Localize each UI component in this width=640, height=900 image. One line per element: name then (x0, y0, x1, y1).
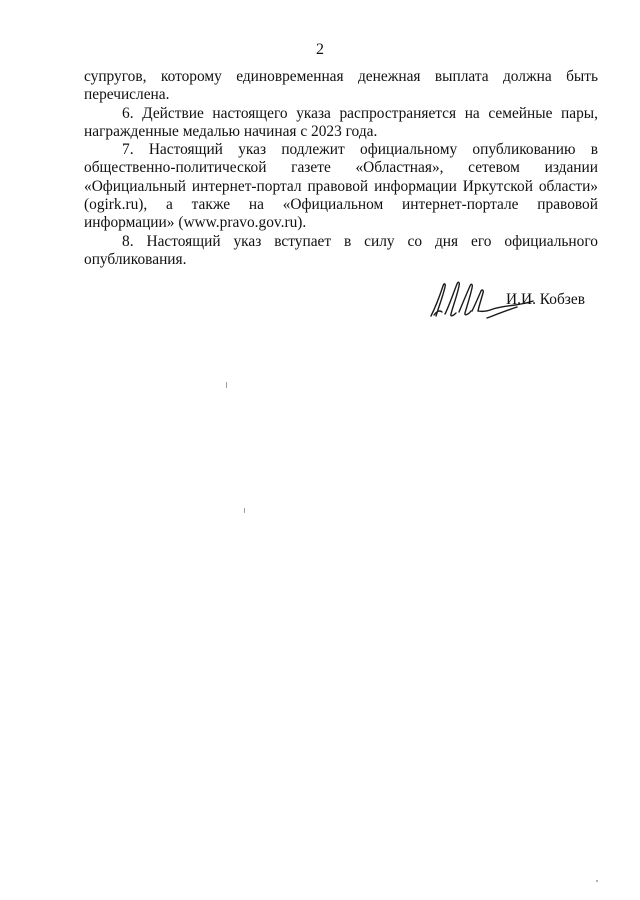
paragraph-6: 6. Действие настоящего указа распространяется на семейные пары, награжденные медалью начиная с 2023 года. (84, 104, 598, 140)
document-body (84, 68, 598, 269)
paragraph-8: 8. Настоящий указ вступает в силу со дня его официального опубликования. (84, 232, 598, 268)
signatory-name: И.И. Кобзев (506, 291, 585, 308)
paragraph-continuation: супругов, которому единовременная денежная выплата должна быть перечислена. (84, 68, 598, 104)
signature-block (425, 278, 615, 328)
scan-speck (244, 508, 245, 513)
paragraph-7: 7. Настоящий указ подлежит официальному опубликованию в общественно-политической газете «Областная», сетевом издании «Официальный интернет-портал правовой информации Иркутской области» (ogirk.ru), а также на «Официальном интернет-портале правовой информации» (www.pravo.gov.ru). (84, 141, 598, 232)
scan-speck (596, 880, 598, 882)
page-number: 2 (316, 41, 324, 58)
scan-speck (226, 382, 227, 388)
